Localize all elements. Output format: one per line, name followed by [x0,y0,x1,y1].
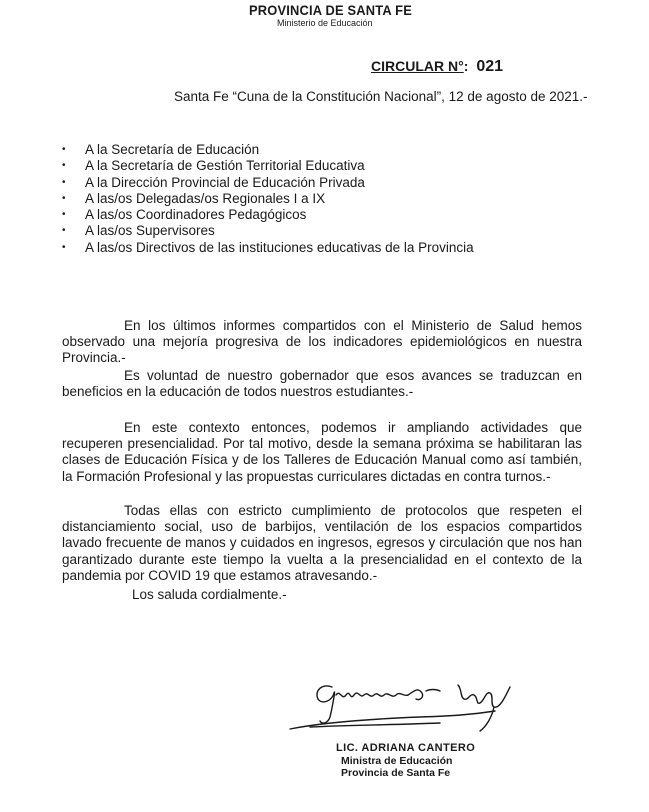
recipient-list [62,142,474,256]
bullet-icon: • [62,225,66,237]
recipient-item [62,191,474,207]
body-paragraph-1: En los últimos informes compartidos con el Ministerio de Salud hemos observado una mejoría progresiva de los indicadores epidemiológicos en nuestra Provincia.- [62,317,582,366]
recipient-text: A la Dirección Provincial de Educación Privada [85,174,365,190]
body-paragraph-3: En este contexto entonces, podemos ir ampliando actividades que recuperen presencialidad. Por tal motivo, desde la semana próxima se habilitaran las clases de Educación Física y de los Talleres de Educación Manual como así también, la Formación Profesional y las propuestas curriculares dictadas en contra turnos.- [62,419,582,484]
signatory-role: Ministra de Educación [341,754,453,767]
circular-heading [371,58,503,76]
recipient-item [62,207,474,223]
recipient-item [62,142,474,158]
letterhead-subtitle: Ministerio de Educación [277,18,373,28]
letterhead-title: PROVINCIA DE SANTA FE [249,2,412,18]
signatory-name: LIC. ADRIANA CANTERO [336,742,476,754]
closing-line: Los saluda cordialmente.- [132,587,287,602]
bullet-icon: • [62,176,66,188]
body-paragraph-2: Es voluntad de nuestro gobernador que esos avances se traduzcan en beneficios en la educación de todos nuestros estudiantes.- [62,367,582,399]
recipient-text: A las/os Coordinadores Pedagógicos [85,207,307,223]
recipient-text: A las/os Delegadas/os Regionales I a IX [85,190,326,206]
recipient-text: A la Secretaría de Gestión Territorial Educativa [85,158,365,174]
bullet-icon: • [62,144,66,155]
recipient-text: A la Secretaría de Educación [85,142,260,157]
bullet-icon: • [62,192,66,204]
recipient-item [62,158,474,174]
letterhead [249,2,412,29]
circular-label: CIRCULAR N° [371,58,464,74]
recipient-item [62,240,474,256]
bullet-icon: • [62,241,66,253]
signature-block [336,742,475,780]
handwritten-signature-icon [280,665,540,740]
recipient-text: A las/os Supervisores [85,223,215,239]
signatory-province: Provincia de Santa Fe [341,767,451,779]
bullet-icon: • [62,209,66,221]
dateline: Santa Fe “Cuna de la Constitución Nacional”, 12 de agosto de 2021.- [174,89,588,104]
recipient-item [62,223,474,239]
recipient-text: A las/os Directivos de las instituciones educativas de la Provincia [85,239,474,255]
circular-colon: : [463,58,469,74]
body-paragraph-4: Todas ellas con estricto cumplimiento de protocolos que respeten el distanciamiento social, uso de barbijos, ventilación de los espacios compartidos lavado frecuente de manos y cuidados en ingresos, egresos y circulación que nos han garantizado durante este tiempo la vuelta a la presencialidad en el contexto de la pandemia por COVID 19 que estamos atravesando.- [62,502,582,584]
recipient-item [62,175,474,191]
circular-number: 021 [476,58,504,75]
bullet-icon: • [62,160,66,172]
